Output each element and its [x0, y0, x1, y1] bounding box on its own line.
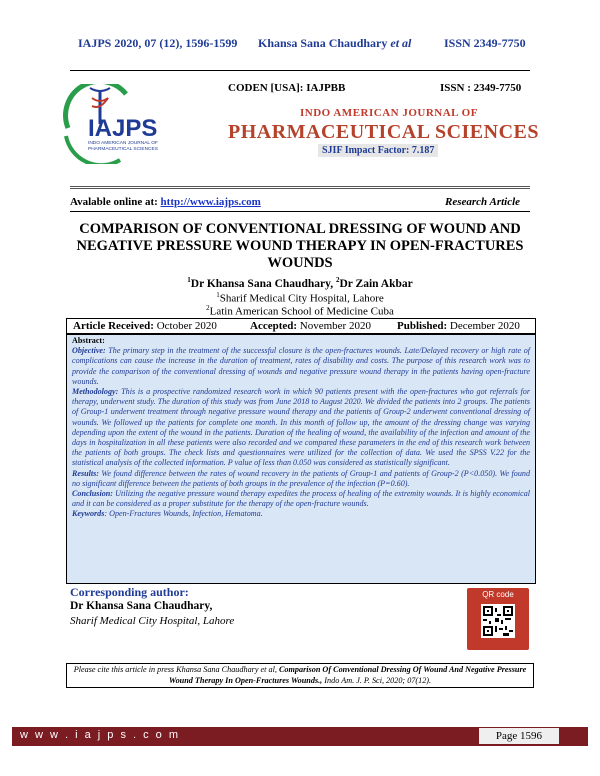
journal-name: PHARMACEUTICAL SCIENCES: [228, 121, 539, 143]
accepted-date: Accepted: November 2020: [250, 320, 371, 332]
running-citation: IAJPS 2020, 07 (12), 1596-1599: [78, 36, 238, 50]
author2-sup: 2: [335, 276, 340, 284]
author-2: Dr Zain Akbar: [339, 277, 413, 290]
running-issn: ISSN 2349-7750: [444, 36, 526, 50]
journal-logo: [58, 84, 198, 164]
author1-sup: 1: [187, 276, 191, 284]
author-1: Dr Khansa Sana Chaudhary,: [190, 277, 336, 290]
logo-emblem: [58, 84, 198, 164]
abstract-objective: Objective: The primary step in the treatment of the successful closure is the open-fractures wounds. Late/Delayed recovery or high rate of complications can cause the increase in the duration of treatment, rates of disability and costs. The purpose of this research work was to provide the comparison of the conventional dressing of wounds and negative pressure wound therapy in the patients having open-fracture wounds.: [72, 346, 530, 386]
coden: CODEN [USA]: IAJPBB: [228, 82, 346, 94]
published-date: Published: December 2020: [397, 320, 520, 332]
citation-box: Please cite this article in press Khansa Sana Chaudhary et al, Comparison Of Conventional Dressing Of Wound And Negative Pressure Wound Therapy In Open-Fractures Wounds., Indo Am. J. P. Sci, 2020; 07(12).: [66, 663, 534, 688]
logo-wordmark: IAJPS: [88, 115, 158, 142]
received-date: Article Received: October 2020: [73, 320, 217, 332]
abstract-box: [66, 334, 536, 584]
abstract-methodology: Methodology: This is a prospective randomized research work in which 90 patients present with the open-fractures who got referrals for therapy, underwent study. The duration of this study was from June 2018 to August 2020. We divided the patients into 2 groups. The patients of Group-1 underwent treatment through negative pressure wound therapy and the patients of Group-2 underwent conventional dressing of wounds. We followed up the patients for complete one month. In this month of follow up, the amount of the dressing change was varying depending upon the extent of the wound in the patients. Duration of the healing of wound, the availability of the infection and amount of the days in hospitalization in all these patients were also recorded and we compared these parameters in the end of this research work between the patients of both groups. The check lists and questionnaires were utilized for the collection of data. We used the SPSS V.22 for the statistical analysis of the collected information. P value of less than 0.050 was considered as statistically significant.: [72, 387, 530, 468]
corresponding-affiliation: Sharif Medical City Hospital, Lahore: [70, 615, 235, 627]
article-dates: [66, 318, 536, 334]
qr-code-icon: [481, 604, 515, 638]
header-divider: [70, 70, 530, 71]
footer-bar: [12, 727, 588, 746]
corresponding-heading: Corresponding author:: [70, 585, 189, 599]
availability-label: Avalable online at:: [70, 196, 161, 208]
article-type: Research Article: [445, 196, 521, 208]
masthead-divider-2: [70, 188, 530, 189]
article-divider: [70, 211, 530, 212]
abstract-results: Results: We found difference between the rates of wound recovery in the patients of Group-1 and patients of Group-2 (P<0.050). We found no significant difference between the patients of both groups in the prevalence of the infection (P=0.60).: [72, 468, 530, 488]
footer-url[interactable]: w w w . i a j p s . c o m: [20, 729, 181, 741]
abstract-heading: Abstract:: [72, 336, 105, 345]
impact-factor: SJIF Impact Factor: 7.187: [318, 144, 438, 157]
abstract-keywords: Keywords: Open-Fractures Wounds, Infection, Hematoma.: [72, 509, 263, 519]
affiliation-2: $^2$Latin American School of Medicine Cuba: [206, 304, 394, 318]
masthead-divider: [70, 186, 530, 187]
authors: [70, 276, 530, 290]
article-title: COMPARISON OF CONVENTIONAL DRESSING OF WOUND AND NEGATIVE PRESSURE WOUND THERAPY IN OPEN-FRACTURES WOUNDS: [76, 221, 524, 271]
logo-subtext-2: PHARMACEUTICAL SCIENCES: [88, 147, 158, 152]
abstract-conclusion: Conclusion: Utilizing the negative pressure wound therapy expedites the process of healing of the extremity wounds. It is highly economical and it can be considered as a proper substitute for the therapy of the open-fracture wounds.: [72, 489, 530, 509]
availability: [70, 196, 261, 208]
logo-subtext-1: INDO AMERICAN JOURNAL OF: [88, 141, 158, 146]
page-number: Page 1596: [479, 728, 559, 744]
running-author: Khansa Sana Chaudhary et al: [258, 36, 412, 50]
corresponding-name: Dr Khansa Sana Chaudhary,: [70, 600, 213, 612]
journal-name-small: INDO AMERICAN JOURNAL OF: [300, 107, 478, 119]
qr-label: QR code: [482, 590, 514, 599]
masthead-issn: ISSN : 2349-7750: [440, 82, 522, 94]
qr-code-panel[interactable]: [467, 588, 529, 650]
affiliation-1: $^1$Sharif Medical City Hospital, Lahore: [216, 291, 384, 305]
journal-url-link[interactable]: http://www.iajps.com: [160, 196, 261, 208]
